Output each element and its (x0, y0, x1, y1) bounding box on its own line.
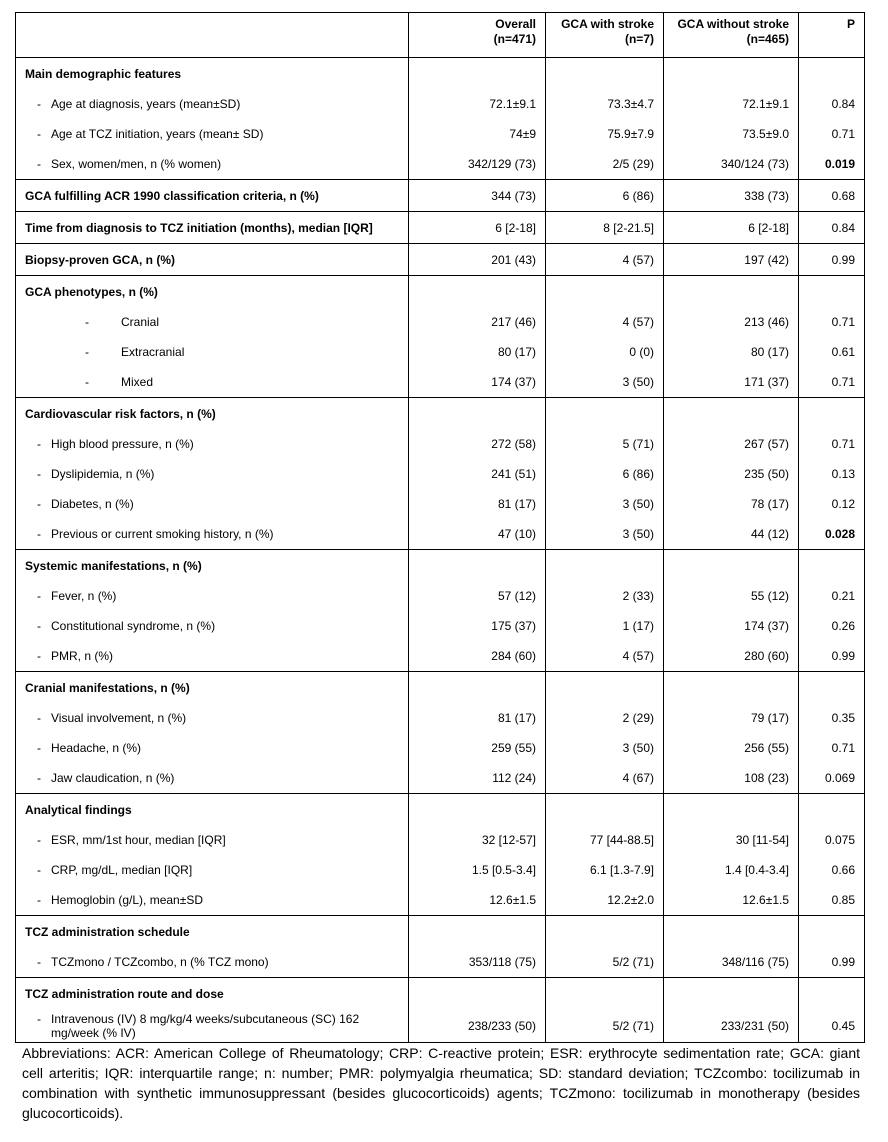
row-label: Time from diagnosis to TCZ initiation (months), median [IQR] (16, 212, 409, 244)
section-header-row (16, 180, 865, 212)
cell-overall: 241 (51) (409, 459, 546, 489)
cell-overall: 81 (17) (409, 489, 546, 519)
cell-p-value: 0.35 (799, 703, 865, 733)
row-label (16, 337, 409, 367)
table-row (16, 429, 865, 459)
cell-without-stroke: 213 (46) (664, 307, 799, 337)
table-row (16, 641, 865, 672)
cell-with-stroke: 2/5 (29) (546, 149, 664, 180)
cell-with-stroke (546, 672, 664, 704)
cell-with-stroke: 4 (57) (546, 307, 664, 337)
cell-overall: 259 (55) (409, 733, 546, 763)
table-body (16, 58, 865, 1043)
cell-p-value (799, 550, 865, 582)
cell-with-stroke (546, 916, 664, 948)
cell-p-value: 0.66 (799, 855, 865, 885)
cell-with-stroke (546, 58, 664, 90)
section-header-row (16, 978, 865, 1010)
row-label-text: Visual involvement, n (%) (51, 711, 187, 725)
header-with-stroke-n: (n=7) (624, 32, 654, 46)
cell-with-stroke: 77 [44-88.5] (546, 825, 664, 855)
cell-without-stroke: 44 (12) (664, 519, 799, 550)
cell-with-stroke: 3 (50) (546, 519, 664, 550)
cell-p-value: 0.26 (799, 611, 865, 641)
cell-with-stroke: 0 (0) (546, 337, 664, 367)
bullet-dash: - (37, 589, 41, 603)
cell-overall: 1.5 [0.5-3.4] (409, 855, 546, 885)
cell-overall: 47 (10) (409, 519, 546, 550)
cell-p-value: 0.85 (799, 885, 865, 916)
cell-p-value: 0.99 (799, 641, 865, 672)
cell-overall (409, 276, 546, 308)
bullet-dash: - (37, 741, 41, 755)
cell-p-value: 0.61 (799, 337, 865, 367)
cell-p-value: 0.99 (799, 244, 865, 276)
cell-overall: 175 (37) (409, 611, 546, 641)
cell-without-stroke (664, 794, 799, 826)
cell-overall: 284 (60) (409, 641, 546, 672)
cell-p-value: 0.028 (799, 519, 865, 550)
header-with-stroke-title: GCA with stroke (561, 17, 654, 31)
cell-with-stroke: 73.3±4.7 (546, 89, 664, 119)
cell-without-stroke: 30 [11-54] (664, 825, 799, 855)
cell-p-value: 0.069 (799, 763, 865, 794)
cell-without-stroke: 73.5±9.0 (664, 119, 799, 149)
row-label (16, 611, 409, 641)
cell-p-value (799, 794, 865, 826)
bullet-dash: - (37, 127, 41, 141)
cell-p-value (799, 916, 865, 948)
cell-p-value (799, 672, 865, 704)
row-label-text: Age at TCZ initiation, years (mean± SD) (51, 127, 264, 141)
cell-with-stroke: 75.9±7.9 (546, 119, 664, 149)
cell-with-stroke: 4 (67) (546, 763, 664, 794)
cell-overall: 342/129 (73) (409, 149, 546, 180)
cell-overall: 353/118 (75) (409, 947, 546, 978)
row-label (16, 489, 409, 519)
bullet-dash: - (37, 619, 41, 633)
bullet-dash: - (85, 345, 89, 359)
row-label (16, 885, 409, 916)
bullet-dash: - (37, 157, 41, 171)
row-label (16, 733, 409, 763)
bullet-dash: - (37, 833, 41, 847)
table-row (16, 119, 865, 149)
row-label-text: TCZmono / TCZcombo, n (% TCZ mono) (51, 955, 269, 969)
row-label (16, 703, 409, 733)
cell-with-stroke: 5/2 (71) (546, 1009, 664, 1043)
cell-without-stroke (664, 276, 799, 308)
row-label-text: Fever, n (%) (51, 589, 117, 603)
row-label: Main demographic features (16, 58, 409, 90)
header-without-stroke (664, 13, 799, 58)
cell-with-stroke: 12.2±2.0 (546, 885, 664, 916)
cell-p-value (799, 58, 865, 90)
row-label-text: High blood pressure, n (%) (51, 437, 194, 451)
cell-with-stroke: 4 (57) (546, 244, 664, 276)
cell-overall: 72.1±9.1 (409, 89, 546, 119)
section-header-row (16, 58, 865, 90)
cell-without-stroke: 348/116 (75) (664, 947, 799, 978)
cell-p-value: 0.71 (799, 429, 865, 459)
cell-with-stroke: 6.1 [1.3-7.9] (546, 855, 664, 885)
table-row (16, 89, 865, 119)
row-label (16, 89, 409, 119)
section-header-row (16, 398, 865, 430)
cell-p-value: 0.71 (799, 733, 865, 763)
header-overall-n: (n=471) (493, 32, 536, 46)
bullet-dash: - (37, 955, 41, 969)
cell-with-stroke (546, 978, 664, 1010)
cell-p-value: 0.84 (799, 212, 865, 244)
cell-overall: 201 (43) (409, 244, 546, 276)
table-row (16, 367, 865, 398)
row-label: Cardiovascular risk factors, n (%) (16, 398, 409, 430)
cell-p-value: 0.45 (799, 1009, 865, 1043)
cell-p-value: 0.71 (799, 307, 865, 337)
cell-without-stroke: 174 (37) (664, 611, 799, 641)
cell-overall: 81 (17) (409, 703, 546, 733)
cell-overall: 174 (37) (409, 367, 546, 398)
row-label (16, 825, 409, 855)
row-label (16, 763, 409, 794)
table-row (16, 459, 865, 489)
cell-overall: 238/233 (50) (409, 1009, 546, 1043)
row-label-text: ESR, mm/1st hour, median [IQR] (51, 833, 226, 847)
section-header-row (16, 672, 865, 704)
row-label: Cranial manifestations, n (%) (16, 672, 409, 704)
cell-with-stroke: 8 [2-21.5] (546, 212, 664, 244)
cell-overall: 112 (24) (409, 763, 546, 794)
bullet-dash: - (37, 863, 41, 877)
bullet-dash: - (37, 497, 41, 511)
section-header-row (16, 794, 865, 826)
row-label-text: Jaw claudication, n (%) (51, 771, 175, 785)
cell-without-stroke: 267 (57) (664, 429, 799, 459)
cell-p-value: 0.84 (799, 89, 865, 119)
cell-overall: 217 (46) (409, 307, 546, 337)
section-header-row (16, 276, 865, 308)
cell-without-stroke: 340/124 (73) (664, 149, 799, 180)
row-label-text: Sex, women/men, n (% women) (51, 157, 222, 171)
table-row (16, 149, 865, 180)
cell-without-stroke: 80 (17) (664, 337, 799, 367)
cell-without-stroke: 256 (55) (664, 733, 799, 763)
cell-p-value: 0.71 (799, 119, 865, 149)
bullet-dash: - (37, 711, 41, 725)
row-label (16, 459, 409, 489)
row-label (16, 947, 409, 978)
header-without-stroke-n: (n=465) (746, 32, 789, 46)
cell-without-stroke: 79 (17) (664, 703, 799, 733)
cell-overall: 74±9 (409, 119, 546, 149)
row-label-text: Headache, n (%) (51, 741, 142, 755)
bullet-dash: - (37, 437, 41, 451)
cell-overall: 12.6±1.5 (409, 885, 546, 916)
cell-with-stroke: 5/2 (71) (546, 947, 664, 978)
characteristics-table (15, 12, 865, 1043)
row-label (16, 429, 409, 459)
cell-with-stroke (546, 794, 664, 826)
cell-with-stroke: 5 (71) (546, 429, 664, 459)
cell-without-stroke (664, 978, 799, 1010)
row-label-text: Age at diagnosis, years (mean±SD) (51, 97, 241, 111)
row-label-text: Dyslipidemia, n (%) (51, 467, 155, 481)
cell-with-stroke (546, 276, 664, 308)
table-container (15, 12, 864, 1043)
cell-p-value: 0.075 (799, 825, 865, 855)
cell-overall: 272 (58) (409, 429, 546, 459)
row-label: Analytical findings (16, 794, 409, 826)
row-label (16, 855, 409, 885)
row-label (16, 641, 409, 672)
row-label-text: Diabetes, n (%) (51, 497, 134, 511)
cell-without-stroke: 6 [2-18] (664, 212, 799, 244)
cell-p-value (799, 398, 865, 430)
cell-overall (409, 916, 546, 948)
cell-without-stroke (664, 58, 799, 90)
header-without-stroke-title: GCA without stroke (677, 17, 789, 31)
bullet-dash: - (37, 97, 41, 111)
cell-without-stroke: 280 (60) (664, 641, 799, 672)
cell-p-value: 0.019 (799, 149, 865, 180)
row-label: Systemic manifestations, n (%) (16, 550, 409, 582)
row-label-text: Extracranial (121, 345, 185, 359)
bullet-dash: - (85, 315, 89, 329)
row-label: GCA fulfilling ACR 1990 classification criteria, n (%) (16, 180, 409, 212)
cell-p-value: 0.12 (799, 489, 865, 519)
cell-without-stroke: 12.6±1.5 (664, 885, 799, 916)
cell-without-stroke: 235 (50) (664, 459, 799, 489)
cell-overall: 32 [12-57] (409, 825, 546, 855)
cell-without-stroke (664, 550, 799, 582)
table-row (16, 763, 865, 794)
cell-p-value (799, 978, 865, 1010)
row-label: Biopsy-proven GCA, n (%) (16, 244, 409, 276)
bullet-dash: - (37, 527, 41, 541)
table-row (16, 611, 865, 641)
row-label-text: CRP, mg/dL, median [IQR] (51, 863, 193, 877)
row-label: TCZ administration route and dose (16, 978, 409, 1010)
cell-overall (409, 672, 546, 704)
cell-with-stroke (546, 550, 664, 582)
table-row (16, 733, 865, 763)
cell-without-stroke: 108 (23) (664, 763, 799, 794)
cell-overall (409, 794, 546, 826)
section-header-row (16, 212, 865, 244)
section-header-row (16, 244, 865, 276)
cell-overall: 344 (73) (409, 180, 546, 212)
cell-with-stroke: 6 (86) (546, 459, 664, 489)
cell-with-stroke: 3 (50) (546, 489, 664, 519)
cell-without-stroke (664, 916, 799, 948)
bullet-dash: - (85, 375, 89, 389)
bullet-dash: - (37, 893, 41, 907)
cell-with-stroke: 1 (17) (546, 611, 664, 641)
cell-without-stroke: 171 (37) (664, 367, 799, 398)
row-label-text: Previous or current smoking history, n (%) (51, 527, 274, 541)
table-row (16, 337, 865, 367)
cell-without-stroke: 72.1±9.1 (664, 89, 799, 119)
header-with-stroke (546, 13, 664, 58)
bullet-dash: - (37, 1011, 41, 1026)
row-label (16, 581, 409, 611)
cell-overall: 57 (12) (409, 581, 546, 611)
table-header-row (16, 13, 865, 58)
row-label-text: Mixed (121, 375, 154, 389)
cell-overall (409, 550, 546, 582)
cell-without-stroke: 233/231 (50) (664, 1009, 799, 1043)
row-label-text: PMR, n (%) (51, 649, 114, 663)
cell-overall (409, 58, 546, 90)
cell-p-value: 0.21 (799, 581, 865, 611)
cell-without-stroke (664, 398, 799, 430)
cell-p-value: 0.99 (799, 947, 865, 978)
header-overall (409, 13, 546, 58)
cell-overall (409, 978, 546, 1010)
row-label-text: Intravenous (IV) 8 mg/kg/4 weeks/subcutaneous (SC) 162 mg/week (% IV) (51, 1011, 360, 1040)
row-label: GCA phenotypes, n (%) (16, 276, 409, 308)
table-row (16, 581, 865, 611)
cell-without-stroke: 338 (73) (664, 180, 799, 212)
cell-with-stroke: 3 (50) (546, 733, 664, 763)
bullet-dash: - (37, 467, 41, 481)
cell-p-value (799, 276, 865, 308)
cell-without-stroke: 1.4 [0.4-3.4] (664, 855, 799, 885)
cell-with-stroke: 2 (33) (546, 581, 664, 611)
table-row (16, 947, 865, 978)
row-label (16, 307, 409, 337)
row-label (16, 1009, 409, 1043)
header-p-value: P (799, 13, 865, 58)
table-row (16, 489, 865, 519)
cell-with-stroke: 4 (57) (546, 641, 664, 672)
bullet-dash: - (37, 649, 41, 663)
table-row (16, 855, 865, 885)
cell-overall (409, 398, 546, 430)
row-label-text: Cranial (121, 315, 160, 329)
cell-with-stroke: 3 (50) (546, 367, 664, 398)
cell-without-stroke: 78 (17) (664, 489, 799, 519)
row-label (16, 149, 409, 180)
table-row (16, 519, 865, 550)
table-row (16, 1009, 865, 1043)
cell-overall: 80 (17) (409, 337, 546, 367)
cell-with-stroke (546, 398, 664, 430)
cell-p-value: 0.13 (799, 459, 865, 489)
table-row (16, 703, 865, 733)
cell-without-stroke (664, 672, 799, 704)
section-header-row (16, 916, 865, 948)
header-label-column (16, 13, 409, 58)
table-row (16, 307, 865, 337)
section-header-row (16, 550, 865, 582)
row-label (16, 119, 409, 149)
header-overall-title: Overall (495, 17, 536, 31)
cell-p-value: 0.71 (799, 367, 865, 398)
cell-p-value: 0.68 (799, 180, 865, 212)
abbreviations-footnote: Abbreviations: ACR: American College of Rheumatology; CRP: C-reactive protein; ESR: erythrocyte sedimentation rate; GCA: giant cell arteritis; IQR: interquartile range; n: number; PMR: polymyalgia rheumatica; SD: standard deviation; TCZcombo: tocilizumab in combination with synthetic immunosuppressant (besides glucocorticoids) agents; TCZmono: tocilizumab in monotherapy (besides glucocorticoids). (22, 1045, 860, 1121)
cell-with-stroke: 6 (86) (546, 180, 664, 212)
row-label (16, 367, 409, 398)
row-label (16, 519, 409, 550)
row-label-text: Constitutional syndrome, n (%) (51, 619, 216, 633)
row-label-text: Hemoglobin (g/L), mean±SD (51, 893, 203, 907)
cell-with-stroke: 2 (29) (546, 703, 664, 733)
bullet-dash: - (37, 771, 41, 785)
table-row (16, 825, 865, 855)
row-label: TCZ administration schedule (16, 916, 409, 948)
cell-without-stroke: 197 (42) (664, 244, 799, 276)
cell-overall: 6 [2-18] (409, 212, 546, 244)
table-row (16, 885, 865, 916)
cell-without-stroke: 55 (12) (664, 581, 799, 611)
